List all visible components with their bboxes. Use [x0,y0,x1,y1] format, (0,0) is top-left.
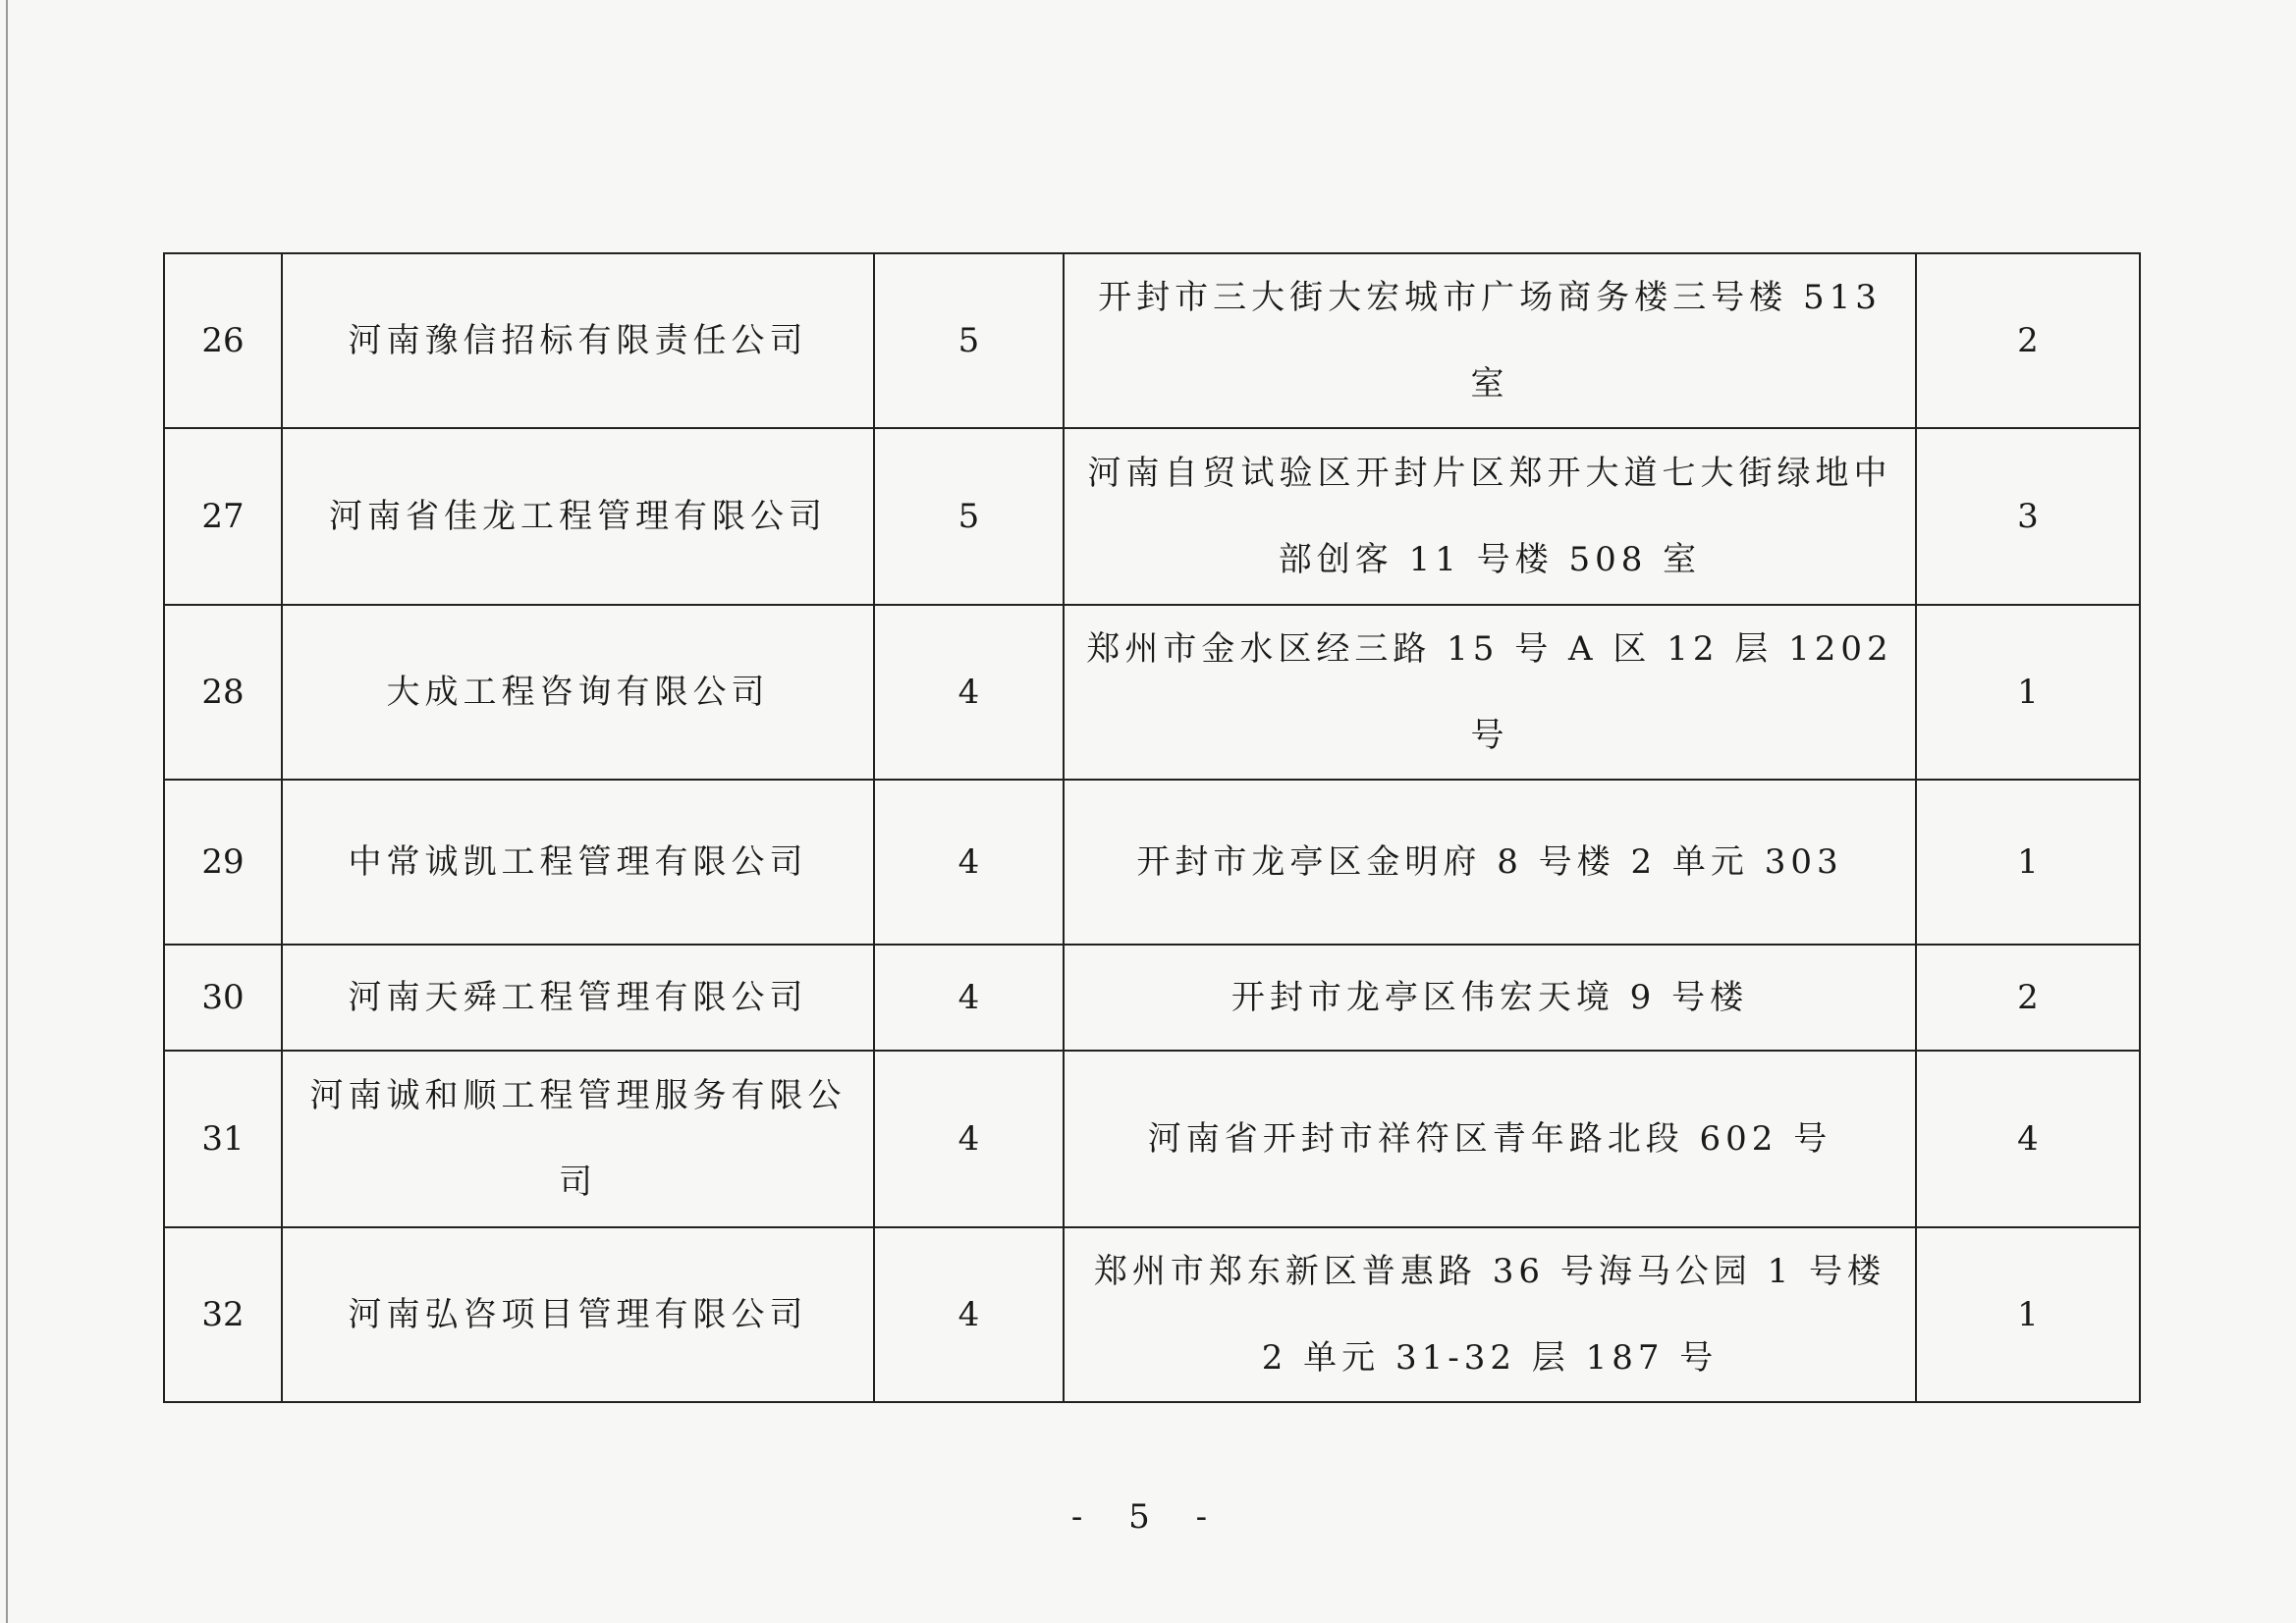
company-name: 河南弘咨项目管理有限公司 [282,1227,874,1402]
quantity-value: 1 [1916,605,2140,780]
address: 郑州市金水区经三路 15 号 A 区 12 层 1202 号 [1064,605,1916,780]
address: 郑州市郑东新区普惠路 36 号海马公园 1 号楼 2 单元 31-32 层 187 号 [1064,1227,1916,1402]
row-number: 27 [164,428,282,605]
quantity-value: 1 [1916,780,2140,945]
address: 河南自贸试验区开封片区郑开大道七大街绿地中部创客 11 号楼 508 室 [1064,428,1916,605]
table-row [164,428,2140,605]
company-name: 河南天舜工程管理有限公司 [282,945,874,1051]
table-row [164,780,2140,945]
count-value: 4 [874,605,1064,780]
page-edge-line [6,0,8,1623]
count-value: 4 [874,780,1064,945]
count-value: 4 [874,1227,1064,1402]
company-name: 河南豫信招标有限责任公司 [282,253,874,428]
table-row [164,253,2140,428]
quantity-value: 1 [1916,1227,2140,1402]
address: 开封市龙亭区伟宏天境 9 号楼 [1064,945,1916,1051]
table-row [164,945,2140,1051]
quantity-value: 4 [1916,1051,2140,1227]
company-name: 河南诚和顺工程管理服务有限公司 [282,1051,874,1227]
row-number: 26 [164,253,282,428]
company-table [163,252,2141,1403]
address: 开封市龙亭区金明府 8 号楼 2 单元 303 [1064,780,1916,945]
count-value: 4 [874,1051,1064,1227]
company-name: 河南省佳龙工程管理有限公司 [282,428,874,605]
count-value: 4 [874,945,1064,1051]
address: 开封市三大街大宏城市广场商务楼三号楼 513 室 [1064,253,1916,428]
row-number: 29 [164,780,282,945]
company-name: 中常诚凯工程管理有限公司 [282,780,874,945]
row-number: 31 [164,1051,282,1227]
quantity-value: 3 [1916,428,2140,605]
count-value: 5 [874,428,1064,605]
company-name: 大成工程咨询有限公司 [282,605,874,780]
quantity-value: 2 [1916,253,2140,428]
table-row [164,1227,2140,1402]
address: 河南省开封市祥符区青年路北段 602 号 [1064,1051,1916,1227]
count-value: 5 [874,253,1064,428]
table-row [164,605,2140,780]
table-row [164,1051,2140,1227]
page-number: - 5 - [1070,1497,1226,1537]
quantity-value: 2 [1916,945,2140,1051]
row-number: 28 [164,605,282,780]
row-number: 32 [164,1227,282,1402]
row-number: 30 [164,945,282,1051]
